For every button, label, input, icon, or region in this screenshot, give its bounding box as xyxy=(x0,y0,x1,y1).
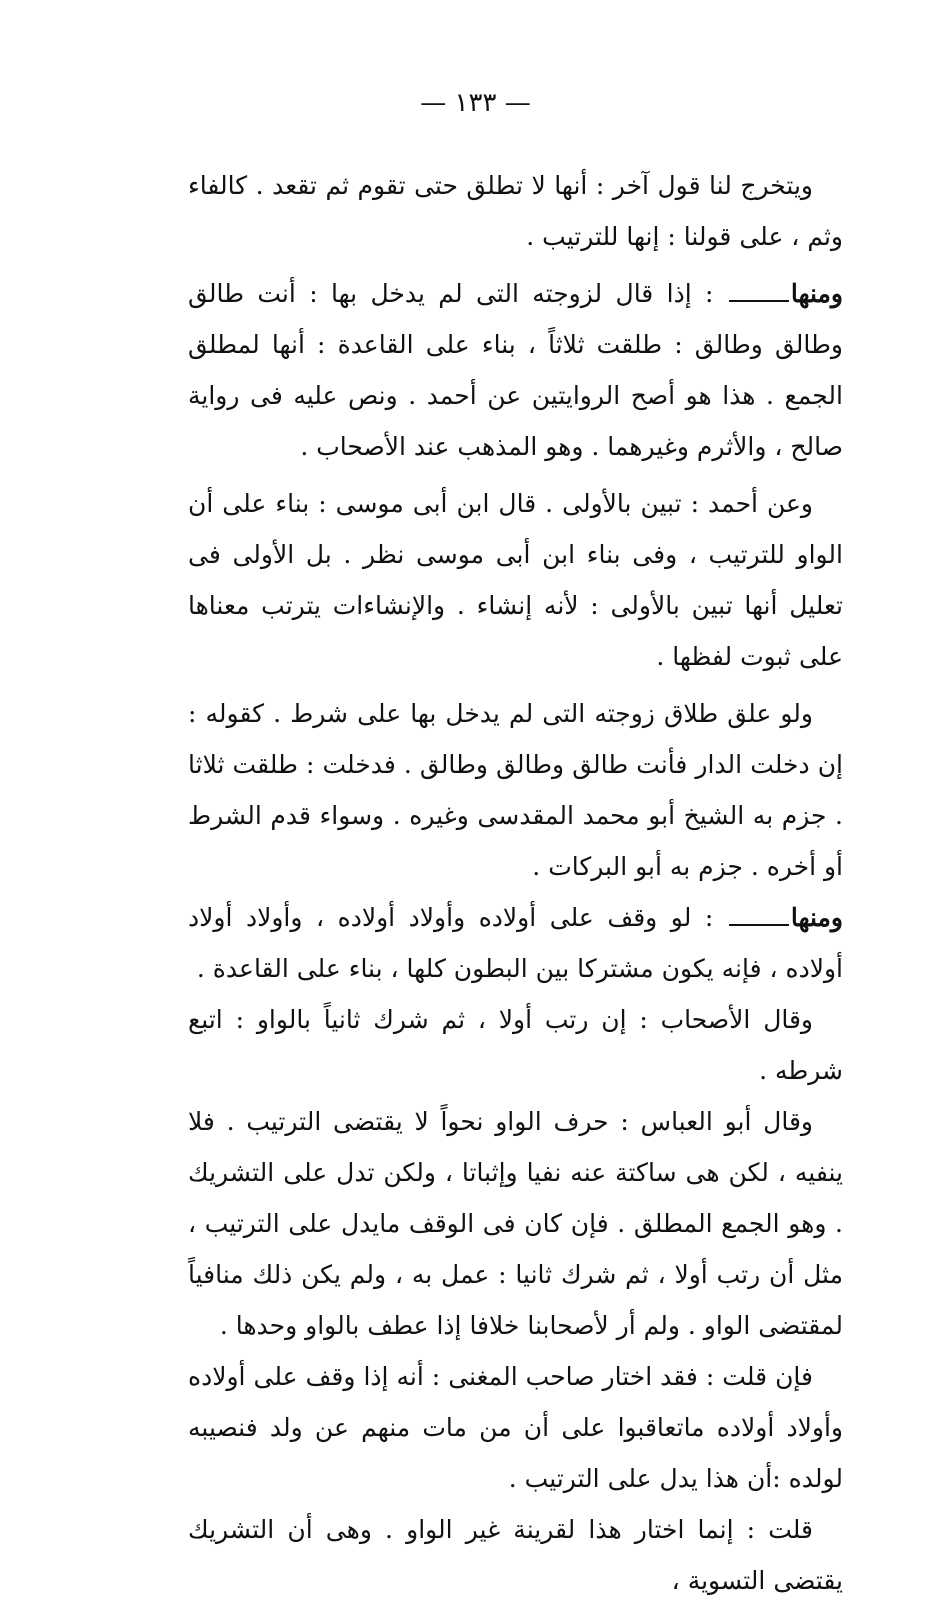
paragraph-lead: ومنها xyxy=(790,279,844,308)
paragraph-text: : لو وقف على أولاده وأولاد أولاده ، وأولاد أولاد أولاده ، فإنه يكون مشتركا بين البطون كلها ، بناء على القاعدة . xyxy=(188,903,843,983)
paragraph-7 xyxy=(188,1096,843,1351)
paragraph-2 xyxy=(188,268,843,472)
paragraph-text: فإن قلت : فقد اختار صاحب المغنى : أنه إذا وقف على أولاده وأولاد أولاده ماتعاقبوا على أن من مات منهم عن ولد فنصيبه لولده :أن هذا يدل على الترتيب . xyxy=(188,1362,843,1493)
paragraph-text: : إذا قال لزوجته التى لم يدخل بها : أنت طالق وطالق وطالق : طلقت ثلاثاً ، بناء على القاعدة : أنها لمطلق الجمع . هذا هو أصح الروايتين عن أحمد . ونص عليه فى رواية صالح ، والأثرم وغيرهما . وهو المذهب عند الأصحاب . xyxy=(188,279,843,461)
lead-dash xyxy=(729,914,789,926)
paragraph-text: ولو علق طلاق زوجته التى لم يدخل بها على شرط . كقوله : إن دخلت الدار فأنت طالق وطالق وطالق . فدخلت : طلقت ثلاثا . جزم به الشيخ أبو محمد المقدسى وغيره . وسواء قدم الشرط أو أخره . جزم به أبو البركات . xyxy=(188,699,843,881)
paragraph-text: وعن أحمد : تبين بالأولى . قال ابن أبى موسى : بناء على أن الواو للترتيب ، وفى بناء ابن أبى موسى نظر . بل الأولى فى تعليل أنها تبين بالأولى : لأنه إنشاء . والإنشاءات يترتب معناها على ثبوت لفظها . xyxy=(188,489,843,671)
paragraph-lead: ومنها xyxy=(790,903,843,932)
paragraph-text: ويتخرج لنا قول آخر : أنها لا تطلق حتى تقوم ثم تقعد . كالفاء وثم ، على قولنا : إنها للترتيب . xyxy=(188,171,843,251)
paragraph-9 xyxy=(188,1504,843,1606)
lead-dash xyxy=(729,290,789,302)
paragraph-text: قلت : إنما اختار هذا لقرينة غير الواو . وهى أن التشريك يقتضى التسوية ، xyxy=(188,1515,843,1595)
paragraph-6 xyxy=(188,994,843,1096)
paragraph-5 xyxy=(188,892,843,994)
paragraph-1 xyxy=(188,160,843,262)
paragraph-8 xyxy=(188,1351,843,1504)
paragraph-text: وقال أبو العباس : حرف الواو نحواً لا يقتضى الترتيب . فلا ينفيه ، لكن هى ساكتة عنه نفيا وإثباتا ، ولكن تدل على التشريك . وهو الجمع المطلق . فإن كان فى الوقف مايدل على الترتيب ، مثل أن رتب أولا ، ثم شرك ثانيا : عمل به ، ولم يكن ذلك منافياً لمقتضى الواو . ولم أر لأصحابنا خلافا إذا عطف بالواو وحدها . xyxy=(188,1107,843,1340)
paragraph-3 xyxy=(188,478,843,682)
body-text xyxy=(188,160,843,1606)
paragraph-text: وقال الأصحاب : إن رتب أولا ، ثم شرك ثانياً بالواو : اتبع شرطه . xyxy=(188,1005,843,1085)
page-number: — ١٣٣ — xyxy=(420,88,531,118)
paragraph-4 xyxy=(188,688,843,892)
